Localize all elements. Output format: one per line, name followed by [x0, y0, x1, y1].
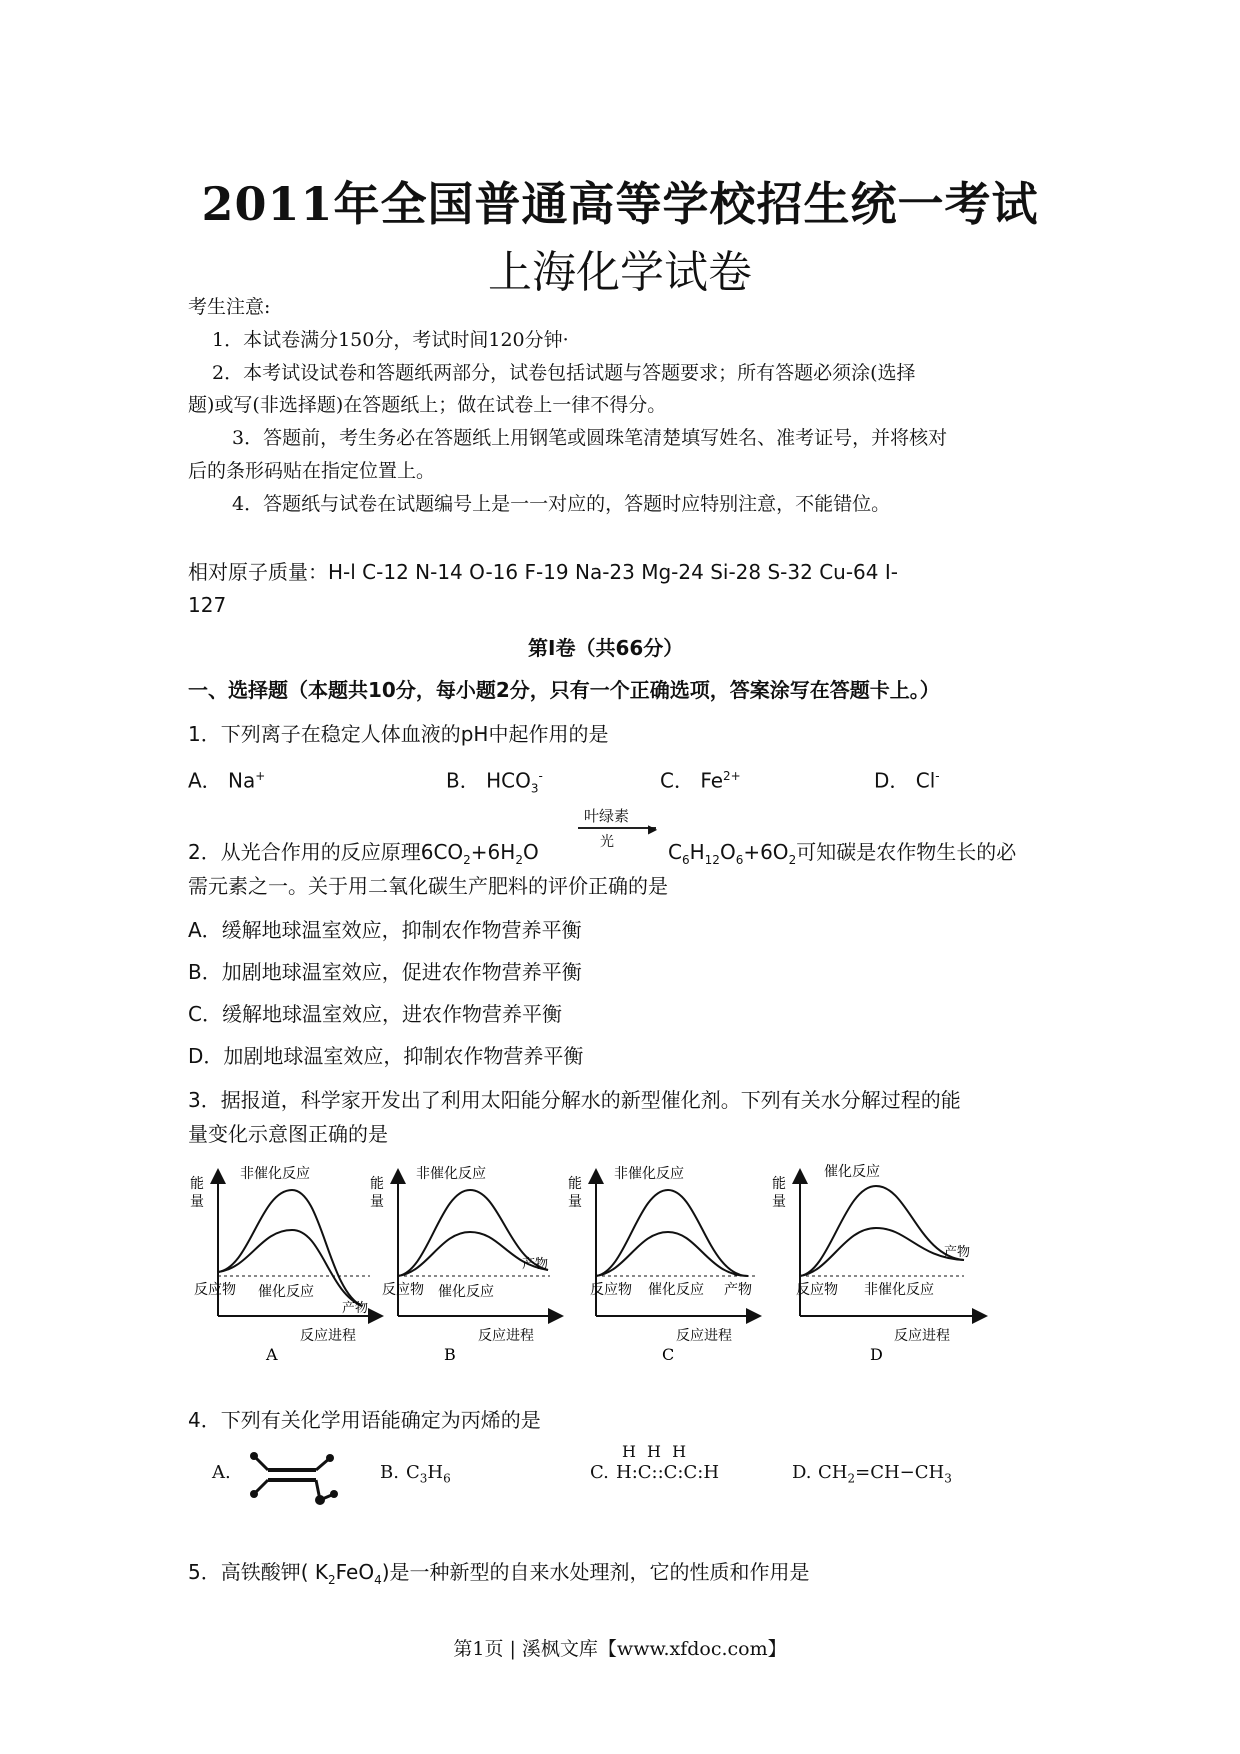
diagram-a-y-label-2: 量 — [190, 1194, 204, 1210]
exam-title: 2011年全国普通高等学校招生统一考试 — [201, 177, 1039, 231]
energy-diagrams-svg — [190, 1160, 1010, 1360]
q4-option-d-label: D. — [792, 1462, 812, 1483]
q2-option-d: D．加剧地球温室效应，抑制农作物营养平衡 — [188, 1044, 584, 1068]
q4-options — [212, 1442, 1012, 1508]
q1-option-d: D． Cl- — [874, 768, 940, 793]
q3-stem-line-2: 量变化示意图正确的是 — [188, 1122, 388, 1146]
q4-option-b-formula: $C_3H_6$ — [406, 1462, 451, 1486]
q1-option-b: B． $HCO_3^-$ — [446, 768, 543, 796]
arrow-head-icon: ▶ — [648, 822, 658, 836]
atomic-mass-line-1: 相对原子质量：H-l C-12 N-14 O-16 F-19 Na-23 Mg-24 Si-28 S-32 Cu-64 I- — [188, 560, 898, 584]
diagram-c — [568, 1165, 758, 1360]
diagram-a — [190, 1165, 380, 1360]
q2-option-b: B．加剧地球温室效应，促进农作物营养平衡 — [188, 960, 582, 984]
arrow-condition-bottom: 光 — [600, 834, 614, 850]
notice-heading: 考生注意: — [188, 296, 271, 318]
diagram-a-letter: A — [266, 1345, 278, 1360]
q1-option-c: C． $Fe^{2+}$ — [660, 768, 741, 793]
diagram-d — [772, 1163, 984, 1360]
diagram-c-y-label-1: 能 — [568, 1176, 582, 1192]
diagram-a-y-label-1: 能 — [190, 1176, 204, 1192]
diagram-a-x-label: 反应进程 — [300, 1328, 356, 1344]
q2-option-a: A．缓解地球温室效应，抑制农作物营养平衡 — [188, 918, 582, 942]
diagram-d-product: 产物 — [944, 1245, 971, 1260]
diagram-d-y-label-2: 量 — [772, 1194, 786, 1210]
propene-ball-stick-model — [250, 1448, 340, 1508]
diagram-b-y-label-2: 量 — [370, 1194, 384, 1210]
diagram-c-reactant: 反应物 — [590, 1282, 632, 1298]
q2-stem-left: 2．从光合作用的反应原理$6CO_2+6H_2O$ — [188, 840, 539, 867]
diagram-b-y-label-1: 能 — [370, 1176, 384, 1192]
q4-option-d-formula: $CH_2=CH-CH_3$ — [818, 1462, 952, 1486]
q1-options — [188, 760, 1088, 794]
diagram-d-y-label-1: 能 — [772, 1176, 786, 1192]
diagram-a-reactant: 反应物 — [194, 1282, 236, 1298]
section-1-heading: 一、选择题（本题共10分，每小题2分，只有一个正确选项，答案涂写在答题卡上。） — [188, 678, 940, 702]
diagram-d-reactant: 反应物 — [796, 1282, 838, 1298]
diagram-b — [370, 1165, 560, 1360]
diagram-b-bottom-label: 催化反应 — [438, 1284, 494, 1300]
page-footer: 第1页 | 溪枫文库【www.xfdoc.com】 — [453, 1638, 787, 1660]
reaction-arrow — [578, 805, 658, 855]
notice-item-1: 1．本试卷满分150分，考试时间120分钟· — [212, 329, 569, 351]
diagram-a-product: 产物 — [342, 1301, 369, 1316]
diagram-c-y-label-2: 量 — [568, 1194, 582, 1210]
notice-item-2-line-1: 2．本考试设试卷和答题纸两部分，试卷包括试题与答题要求；所有答题必须涂(选择 — [212, 362, 916, 384]
diagram-b-letter: B — [444, 1345, 456, 1360]
atomic-mass-line-2: 127 — [188, 593, 227, 617]
diagram-d-letter: D — [870, 1345, 883, 1360]
q4-option-c-top-h: H H H — [622, 1442, 690, 1461]
q1-option-a: A． Na+ — [188, 768, 266, 793]
q2-option-c: C．缓解地球温室效应，进农作物营养平衡 — [188, 1002, 562, 1026]
q1-stem: 1．下列离子在稳定人体血液的pH中起作用的是 — [188, 722, 609, 746]
diagram-c-catalyzed-curve — [596, 1232, 748, 1276]
q4-stem: 4．下列有关化学用语能确定为丙烯的是 — [188, 1408, 541, 1432]
diagram-c-letter: C — [662, 1345, 675, 1360]
diagram-b-product: 产物 — [522, 1257, 549, 1272]
diagram-c-bottom-label: 催化反应 — [648, 1282, 704, 1298]
q5-stem: 5．高铁酸钾( $K_2FeO_4$)是一种新型的自来水处理剂，它的性质和作用是 — [188, 1560, 810, 1587]
diagram-b-reactant: 反应物 — [382, 1282, 424, 1298]
diagram-c-x-label: 反应进程 — [676, 1328, 732, 1344]
arrow-condition-top: 叶绿素 — [584, 807, 630, 825]
volume-heading: 第I卷（共66分） — [528, 636, 684, 660]
diagram-d-bottom-label: 非催化反应 — [864, 1282, 934, 1298]
diagram-b-top-label: 非催化反应 — [416, 1166, 486, 1182]
notice-item-3-line-1: 3．答题前，考生务必在答题纸上用钢笔或圆珠笔清楚填写姓名、准考证号，并将核对 — [232, 427, 948, 449]
exam-subtitle: 上海化学试卷 — [488, 247, 752, 298]
notice-item-4: 4．答题纸与试卷在试题编号上是一一对应的，答题时应特别注意，不能错位。 — [232, 493, 891, 515]
energy-diagrams — [190, 1160, 1010, 1360]
q3-stem-line-1: 3．据报道，科学家开发出了利用太阳能分解水的新型催化剂。下列有关水分解过程的能 — [188, 1088, 961, 1112]
q4-option-a-label: A. — [212, 1462, 231, 1483]
diagram-a-bottom-label: 催化反应 — [258, 1284, 314, 1300]
notice-item-2-line-2: 题)或写(非选择题)在答题纸上；做在试卷上一律不得分。 — [188, 394, 667, 416]
arrow-line — [578, 827, 656, 829]
q4-option-b-label: B. — [380, 1462, 399, 1483]
diagram-a-top-label: 非催化反应 — [240, 1166, 310, 1182]
q4-option-c-formula: H:C::C:C:H — [616, 1462, 720, 1483]
notice-item-3-line-2: 后的条形码贴在指定位置上。 — [188, 460, 436, 482]
diagram-d-x-label: 反应进程 — [894, 1328, 950, 1344]
diagram-c-top-label: 非催化反应 — [614, 1166, 684, 1182]
diagram-d-top-label: 催化反应 — [824, 1164, 880, 1180]
q4-option-c-label: C. — [590, 1462, 609, 1483]
diagram-c-product: 产物 — [724, 1282, 752, 1298]
diagram-b-x-label: 反应进程 — [478, 1328, 534, 1344]
q2-stem-line-2: 需元素之一。关于用二氧化碳生产肥料的评价正确的是 — [188, 874, 668, 898]
q2-stem-right: $C_6H_{12}O_6+6O_2$可知碳是农作物生长的必 — [668, 840, 1017, 867]
